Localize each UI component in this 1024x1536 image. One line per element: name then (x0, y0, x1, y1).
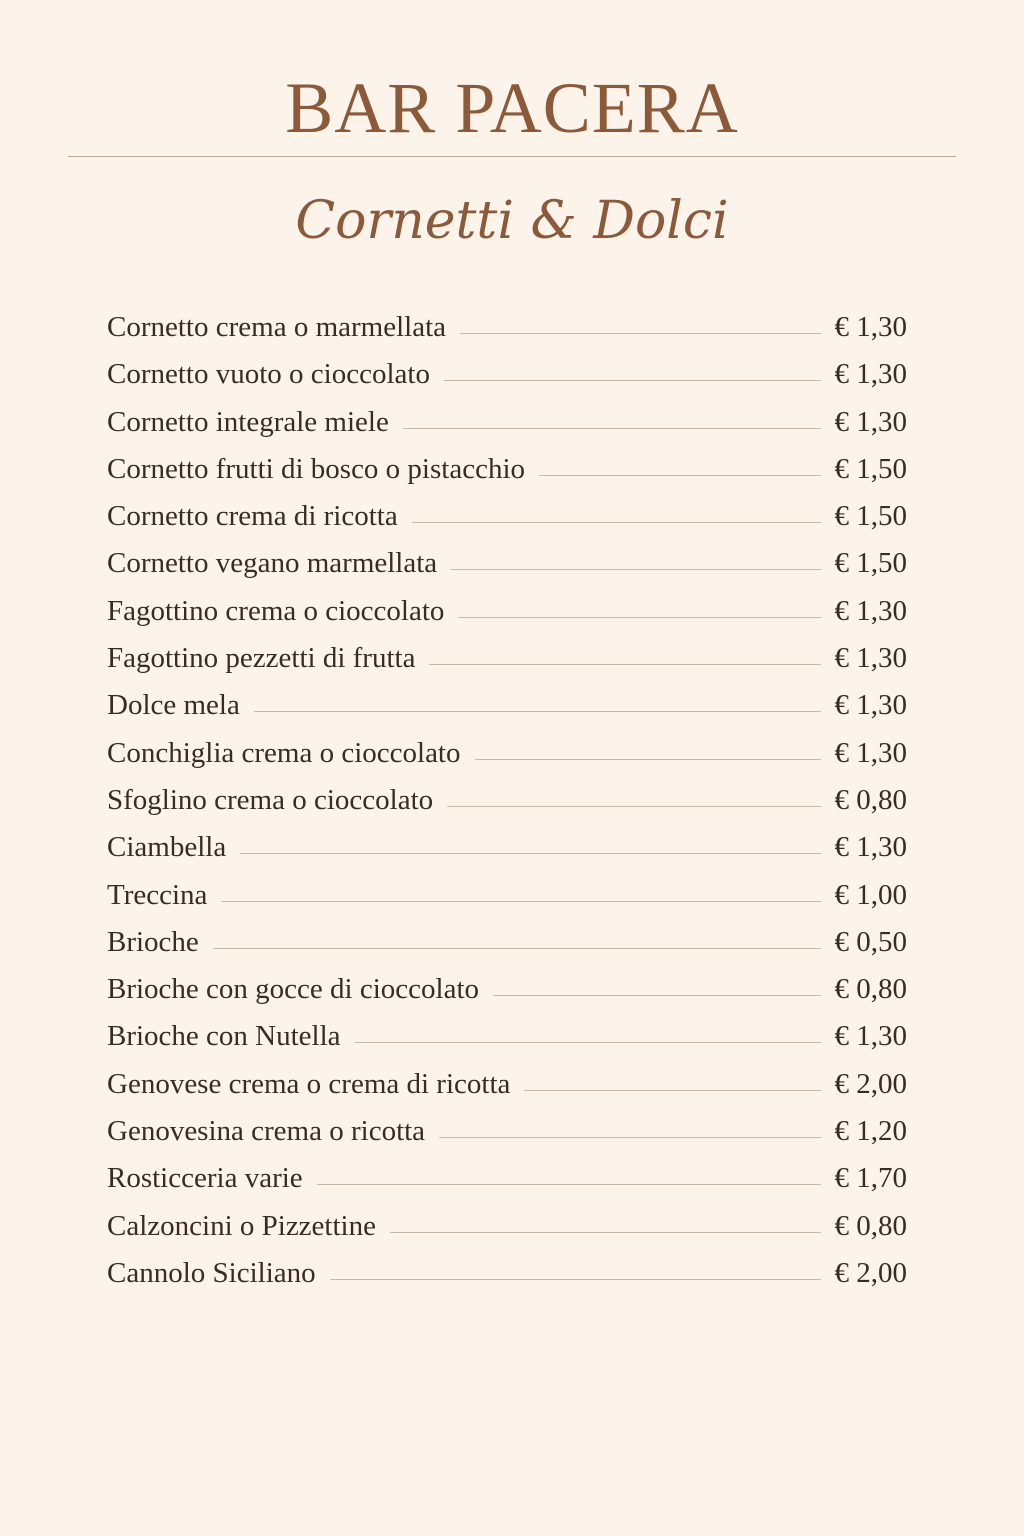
item-name: Cornetto integrale miele (107, 405, 389, 438)
item-name: Brioche con Nutella (107, 1020, 341, 1053)
menu-item (107, 1204, 907, 1251)
item-name: Conchiglia crema o cioccolato (107, 736, 461, 769)
menu-item (107, 636, 907, 683)
title-divider (68, 156, 956, 157)
item-name: Fagottino crema o cioccolato (107, 594, 445, 627)
item-price: € 1,30 (834, 594, 907, 627)
menu-item (107, 1251, 907, 1298)
item-price: € 1,70 (834, 1162, 907, 1195)
menu-item (107, 683, 907, 730)
menu-item (107, 1156, 907, 1203)
item-price: € 0,80 (834, 1209, 907, 1242)
dotted-leader-line (254, 711, 821, 712)
dotted-leader-line (475, 759, 821, 760)
dotted-leader-line (412, 522, 821, 523)
dotted-leader-line (429, 664, 820, 665)
item-price: € 1,00 (834, 878, 907, 911)
menu-item (107, 731, 907, 778)
item-name: Calzoncini o Pizzettine (107, 1209, 376, 1242)
menu-item (107, 447, 907, 494)
menu-item (107, 1109, 907, 1156)
item-price: € 0,80 (834, 783, 907, 816)
item-price: € 1,50 (834, 452, 907, 485)
item-name: Cornetto vegano marmellata (107, 547, 438, 580)
dotted-leader-line (458, 617, 820, 618)
item-name: Treccina (107, 878, 208, 911)
item-price: € 0,80 (834, 973, 907, 1006)
item-name: Cornetto crema di ricotta (107, 500, 398, 533)
menu-item (107, 541, 907, 588)
dotted-leader-line (213, 948, 821, 949)
item-price: € 2,00 (834, 1256, 907, 1289)
menu-item (107, 1014, 907, 1061)
dotted-leader-line (524, 1090, 820, 1091)
menu-item (107, 494, 907, 541)
item-price: € 1,30 (834, 736, 907, 769)
dotted-leader-line (355, 1042, 821, 1043)
item-name: Brioche con gocce di cioccolato (107, 973, 480, 1006)
item-price: € 1,30 (834, 689, 907, 722)
item-price: € 1,30 (834, 642, 907, 675)
item-price: € 1,30 (834, 311, 907, 343)
menu-item (107, 825, 907, 872)
menu-item (107, 352, 907, 399)
dotted-leader-line (390, 1232, 821, 1233)
item-name: Dolce mela (107, 689, 240, 722)
section-title: Cornetti & Dolci (295, 191, 729, 251)
item-name: Cornetto vuoto o cioccolato (107, 358, 430, 391)
menu-item (107, 589, 907, 636)
dotted-leader-line (539, 475, 820, 476)
dotted-leader-line (403, 428, 821, 429)
dotted-leader-line (451, 569, 820, 570)
item-price: € 1,50 (834, 500, 907, 533)
menu-item (107, 778, 907, 825)
dotted-leader-line (444, 380, 821, 381)
item-name: Cornetto crema o marmellata (107, 311, 446, 343)
dotted-leader-line (317, 1184, 821, 1185)
item-price: € 1,30 (834, 831, 907, 864)
menu-item-list (107, 305, 907, 1298)
item-name: Sfoglino crema o cioccolato (107, 783, 434, 816)
dotted-leader-line (221, 901, 820, 902)
item-name: Rosticceria varie (107, 1162, 303, 1195)
item-name: Fagottino pezzetti di frutta (107, 642, 416, 675)
item-price: € 1,30 (834, 358, 907, 391)
dotted-leader-line (493, 995, 820, 996)
bar-name: BAR PACERA (285, 68, 739, 148)
item-name: Ciambella (107, 831, 227, 864)
menu-item (107, 920, 907, 967)
dotted-leader-line (330, 1279, 821, 1280)
item-name: Genovese crema o crema di ricotta (107, 1067, 511, 1100)
menu-item (107, 305, 907, 352)
dotted-leader-line (439, 1137, 820, 1138)
menu-item (107, 400, 907, 447)
dotted-leader-line (460, 333, 821, 334)
dotted-leader-line (447, 806, 820, 807)
menu-item (107, 873, 907, 920)
menu-item (107, 1062, 907, 1109)
item-name: Cornetto frutti di bosco o pistacchio (107, 452, 526, 485)
item-price: € 2,00 (834, 1067, 907, 1100)
item-price: € 1,30 (834, 1020, 907, 1053)
menu-item (107, 967, 907, 1014)
item-price: € 1,30 (834, 405, 907, 438)
dotted-leader-line (240, 853, 820, 854)
item-price: € 1,50 (834, 547, 907, 580)
item-name: Brioche (107, 925, 199, 958)
item-name: Cannolo Siciliano (107, 1256, 316, 1289)
item-price: € 1,20 (834, 1115, 907, 1148)
item-price: € 0,50 (834, 925, 907, 958)
item-name: Genovesina crema o ricotta (107, 1115, 426, 1148)
